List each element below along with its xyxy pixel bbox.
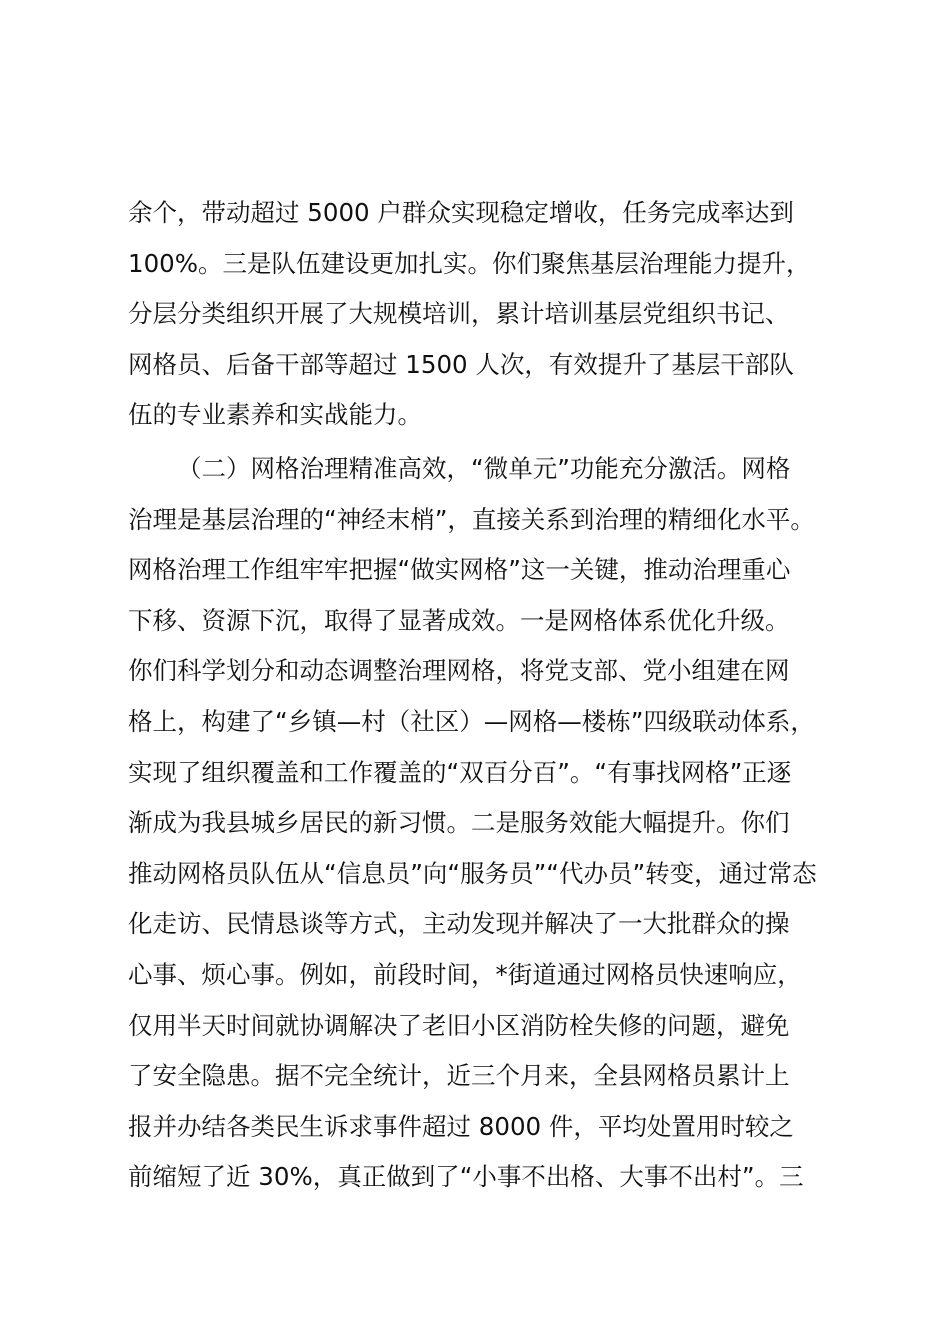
paragraph-line: 了安全隐患。据不完全统计，近三个月来，全县网格员累计上 bbox=[128, 1061, 790, 1091]
section-heading-line: （二）网格治理精准高效，“微单元”功能充分激活。网格 bbox=[177, 454, 791, 483]
paragraph-line: 100%。三是队伍建设更加扎实。你们聚焦基层治理能力提升， bbox=[128, 248, 811, 278]
paragraph-line: 渐成为我县城乡居民的新习惯。二是服务效能大幅提升。你们 bbox=[128, 808, 790, 838]
paragraph-line: 网格治理工作组牢牢把握“做实网格”这一关键，推动治理重心 bbox=[128, 555, 791, 585]
paragraph-line: 推动网格员队伍从“信息员”向“服务员”“代办员”转变，通过常态 bbox=[128, 858, 817, 888]
paragraph-line: 前缩短了近 30%，真正做到了“小事不出格、大事不出村”。三 bbox=[128, 1162, 804, 1192]
paragraph-line: 治理是基层治理的“神经末梢”，直接关系到治理的精细化水平。 bbox=[128, 504, 815, 534]
paragraph-line: 分层分类组织开展了大规模培训，累计培训基层党组织书记、 bbox=[128, 299, 790, 329]
paragraph-line: 你们科学划分和动态调整治理网格，将党支部、党小组建在网 bbox=[128, 656, 790, 686]
paragraph-line: 化走访、民情恳谈等方式，主动发现并解决了一大批群众的操 bbox=[128, 909, 790, 939]
paragraph-line: 余个，带动超过 5000 户群众实现稳定增收，任务完成率达到 bbox=[128, 198, 794, 227]
paragraph-line: 心事、烦心事。例如，前段时间，*街道通过网格员快速响应， bbox=[128, 959, 802, 989]
paragraph-2 bbox=[128, 444, 838, 1203]
paragraph-1 bbox=[128, 188, 838, 441]
paragraph-line: 仅用半天时间就协调解决了老旧小区消防栓失修的问题，避免 bbox=[128, 1010, 790, 1040]
paragraph-line: 网格员、后备干部等超过 1500 人次，有效提升了基层干部队 bbox=[128, 349, 794, 379]
paragraph-line: 格上，构建了“乡镇—村（社区）—网格—楼栋”四级联动体系， bbox=[128, 706, 815, 736]
paragraph-line: 伍的专业素养和实战能力。 bbox=[128, 400, 422, 430]
paragraph-line: 实现了组织覆盖和工作覆盖的“双百分百”。“有事找网格”正逐 bbox=[128, 757, 792, 787]
paragraph-line: 报并办结各类民生诉求事件超过 8000 件，平均处置用时较之 bbox=[128, 1111, 794, 1141]
paragraph-line: 下移、资源下沉，取得了显著成效。一是网格体系优化升级。 bbox=[128, 605, 790, 635]
